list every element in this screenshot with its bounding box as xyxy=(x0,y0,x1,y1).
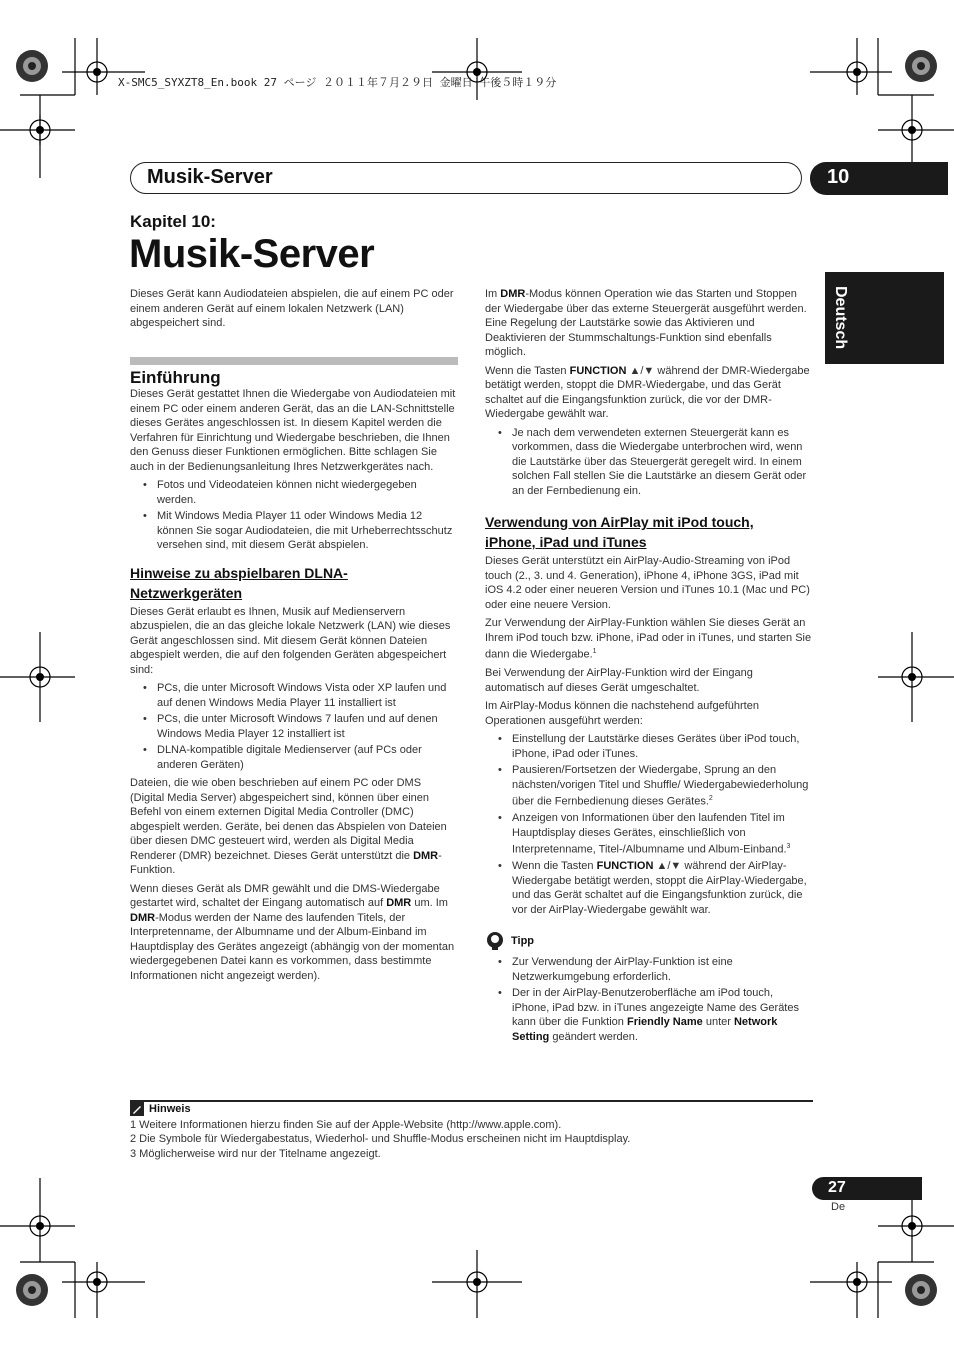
chapter-number: 10 xyxy=(827,166,850,188)
dmr-paragraph: Im DMR-Modus können Operation wie das Starten und Stoppen der Wiedergabe über das externe Steuergerät ausgeführt werden. Eine Regelung der Lautstärke sowie das Aktivieren und Deaktivieren der Stummschaltungs-Funktion sind ebenfalls möglich. xyxy=(485,288,807,358)
header-bar xyxy=(130,162,802,194)
dlna-list xyxy=(130,681,458,772)
list-item: • DLNA-kompatible digitale Medienserver (auf PCs oder anderen Geräten) xyxy=(157,743,458,772)
function-paragraph: Wenn die Tasten FUNCTION ▲/▼ während der DMR-Wiedergabe betätigt werden, stoppt die DMR-Wiedergabe, und das Gerät schaltet auf die Eingangsfunktion zurück, die vor der DMR-Wiedergabe gewählt war. xyxy=(485,364,810,420)
dlna-text: Dieses Gerät erlaubt es Ihnen, Musik auf Medienservern abzuspielen, die an das gleiche lokale Netzwerk (LAN) wie dieses Gerät angeschlossen sind. Mit diesem Gerät können Dateien abgespielt werden, die auf den folgenden Geräten abgespeichert sind: xyxy=(130,605,451,676)
language-label: Deutsch xyxy=(832,286,849,350)
list-item: • Zur Verwendung der AirPlay-Funktion ist eine Netzwerkumgebung erforderlich. xyxy=(512,955,813,984)
airplay-paragraph-4: Im AirPlay-Modus können die nachstehend aufgeführten Operationen ausgeführt werden: xyxy=(485,700,759,727)
note-icon xyxy=(130,1102,144,1116)
airplay-paragraph-1: Dieses Gerät unterstützt ein AirPlay-Audio-Streaming von iPod touch (2., 3. und 4. Generation), iPhone 4, iPhone 3GS, iPad mit iOS 4.2 oder einer neueren Version und iTunes 10.1 (Mac und PC) oder eine neuere Version. xyxy=(485,555,810,611)
chapter-number-badge xyxy=(810,162,948,195)
list-item: • Je nach dem verwendeten externen Steuergerät kann es vorkommen, dass die Wiedergabe unterbrochen wird, wenn die Lautstärke über das Steuergerät geregelt wird. In einem solchen Fall stellen Sie die Lautstärke an diesem Gerät oder an der Fernbedienung ein. xyxy=(512,426,813,499)
dlna-paragraph-2: Dateien, die wie oben beschrieben auf einem PC oder DMS (Digital Media Server) abgespeichert sind, können über einen Befehl von einem externen Digital Media Controller (DMC) abgespielt werden. Geräte, bei denen das Abspielen von Dateien über diesen DMC gesteuert wird, werden als Digital Media Renderer (DMR) bezeichnet. Dieses Gerät unterstützt die DMR-Funktion. xyxy=(130,777,447,876)
right-column xyxy=(485,287,813,1048)
list-item: • PCs, die unter Microsoft Windows Vista oder XP laufen und auf denen Windows Media Player 11 installiert ist xyxy=(157,681,458,710)
list-item: • Der in der AirPlay-Benutzeroberfläche am iPod touch, iPhone, iPad bzw. in iTunes angezeigte Name des Gerätes kann über die Funktion Friendly Name unter Network Setting geändert werden. xyxy=(512,986,813,1044)
note-item-3: 3 Möglicherweise wird nur der Titelname angezeigt. xyxy=(130,1147,381,1160)
airplay-list xyxy=(485,732,813,917)
notes-heading: Hinweis xyxy=(130,1102,813,1117)
chapter-label: Kapitel 10: xyxy=(130,212,216,231)
lightbulb-icon xyxy=(485,931,505,951)
page-number: 27 xyxy=(828,1179,846,1196)
page-language: De xyxy=(831,1201,846,1213)
einfuehrung-text: Dieses Gerät gestattet Ihnen die Wiedergabe von Audiodateien mit einem PC oder einem anderen Gerät, das an die LAN-Schnittstelle dieses Gerätes angeschlossen ist. In diesem Kapitel werden die Verfahren für Einrichtung und Wiedergabe beschrieben, die Ihnen den Genuss dieser Funktionen ermöglichen. Bitte schlagen Sie auch in der Bedienungsanleitung Ihres Netzwerkgerätes nach. xyxy=(130,388,456,473)
list-item: • Pausieren/Fortsetzen der Wiedergabe, Sprung an den nächsten/vorigen Titel und Shuffle/ Wiedergabewiederholung über die Fernbedienung dieses Gerätes.$^2$ xyxy=(512,763,813,809)
list-item: • Einstellung der Lautstärke dieses Gerätes über iPod touch, iPhone, iPad oder iTunes. xyxy=(512,732,813,761)
list-item: • Anzeigen von Informationen über den laufenden Titel im Hauptdisplay dieses Gerätes, einschließlich von Interpretenname, Titel-/Albumname und Album-Einband.$^3$ xyxy=(512,811,813,857)
tip-heading: Tipp xyxy=(485,931,813,951)
page-number-badge xyxy=(812,1177,922,1200)
note-item-1: 1 Weitere Informationen hierzu finden Sie auf der Apple-Website (http://www.apple.com). xyxy=(130,1118,562,1131)
section-divider xyxy=(130,357,458,365)
book-header: X-SMC5_SYXZT8_En.book 27 ページ ２０１１年７月２９日 金曜日 午後５時１９分 xyxy=(118,76,557,89)
list-item: • Wenn die Tasten FUNCTION ▲/▼ während der AirPlay-Wiedergabe betätigt werden, stoppt die AirPlay-Wiedergabe, und das Gerät schaltet auf die Eingangsfunktion zurück, die vor der AirPlay-Wiedergabe gewählt war. xyxy=(512,859,813,917)
left-column xyxy=(130,287,458,987)
einfuehrung-heading: Einführung xyxy=(130,367,221,387)
list-item: • Mit Windows Media Player 11 oder Windows Media 12 können Sie sogar Audiodateien, die mit Urheberrechtsschutz versehen sind, mit diesem Gerät abspielen. xyxy=(157,509,458,553)
language-side-tab xyxy=(825,272,944,364)
airplay-paragraph-3: Bei Verwendung der AirPlay-Funktion wird der Eingang automatisch auf dieses Gerät umgeschaltet. xyxy=(485,667,753,694)
dlna-paragraph-3: Wenn dieses Gerät als DMR gewählt und die DMS-Wiedergabe gestartet wird, schaltet der Eingang automatisch auf DMR um. Im DMR-Modus werden der Name des laufenden Titels, der Interpretenname, der Albumname und der Album-Einband im Hauptdisplay des Gerätes angezeigt (abhängig von der momentan wiedergegebenen Datei kann es vorkommen, dass bestimmte Informationen nicht angezeigt werden). xyxy=(130,882,455,982)
list-item: • Fotos und Videodateien können nicht wiedergegeben werden. xyxy=(157,478,458,507)
dlna-heading: Hinweise zu abspielbaren DLNA- Netzwerkgeräten xyxy=(130,564,348,601)
list-item: • PCs, die unter Microsoft Windows 7 laufen und auf denen Windows Media Player 12 installiert ist xyxy=(157,712,458,741)
intro-paragraph: Dieses Gerät kann Audiodateien abspielen, die auf einem PC oder einem anderen Gerät auf einem lokalen Netzwerk (LAN) abgespeichert sind. xyxy=(130,288,454,329)
notes xyxy=(130,1102,813,1161)
airplay-heading: Verwendung von AirPlay mit iPod touch, iPhone, iPad und iTunes xyxy=(485,514,754,550)
dmr-list xyxy=(485,426,813,499)
chapter-title: Musik-Server xyxy=(129,232,375,276)
header-title: Musik-Server xyxy=(147,166,273,188)
note-item-2: 2 Die Symbole für Wiedergabestatus, Wiederhol- und Shuffle-Modus erscheinen nicht im Hauptdisplay. xyxy=(130,1133,631,1145)
airplay-paragraph-2: Zur Verwendung der AirPlay-Funktion wählen Sie dieses Gerät an Ihrem iPod touch bzw. iPhone, iPad oder in iTunes, und starten Sie dann die Wiedergabe.$^1$ xyxy=(485,617,812,661)
tip-list xyxy=(485,955,813,1044)
einfuehrung-list xyxy=(130,478,458,553)
